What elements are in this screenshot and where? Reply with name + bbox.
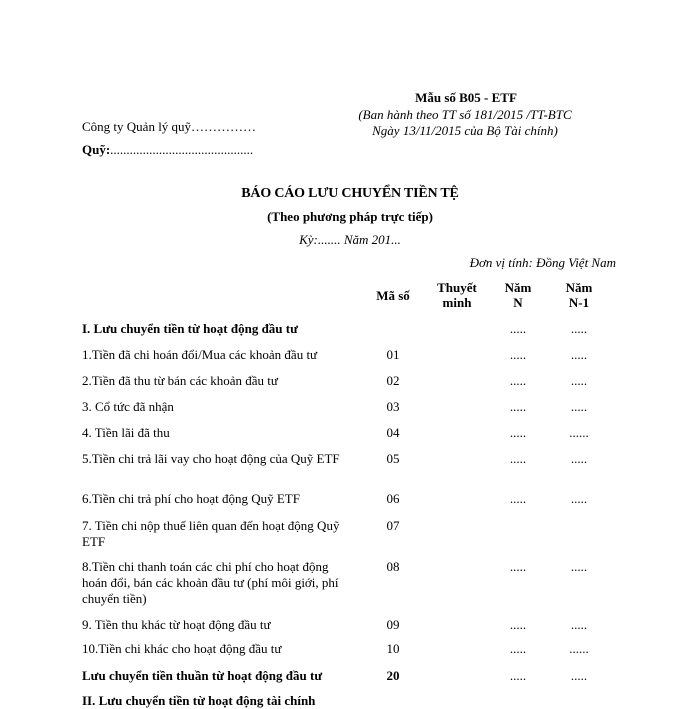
row-label: 10.Tiền chi khác cho hoạt động đầu tư <box>82 641 282 656</box>
report-title: BÁO CÁO LƯU CHUYỂN TIỀN TỆ <box>241 186 459 201</box>
row-value-year-n1: ..... <box>570 491 588 506</box>
row-value-year-n: ..... <box>509 668 527 683</box>
row-value-year-n: ..... <box>509 321 527 336</box>
report-period: Kỳ:....... Năm 201... <box>299 232 401 247</box>
row-value-year-n: ..... <box>509 491 527 506</box>
row-label: 7. Tiền chi nộp thuế liên quan đến hoạt động Quỹ ETF <box>82 518 340 549</box>
row-code: 08 <box>386 559 400 574</box>
row-label: 8.Tiền chi thanh toán các chi phí cho hoạt động hoán đổi, bán các khoản đầu tư (phí môi giới, phí chuyển tiền) <box>82 559 339 606</box>
row-code: 03 <box>386 399 400 414</box>
column-header-year-n-line-1: Năm <box>504 280 532 295</box>
row-code: 06 <box>386 491 400 506</box>
column-header-year-n1-line-2: N-1 <box>568 295 590 310</box>
column-header-year-n1-line-1: Năm <box>565 280 593 295</box>
row-value-year-n1: ..... <box>570 373 588 388</box>
row-value-year-n1: ..... <box>570 559 588 574</box>
row-value-year-n: ..... <box>509 559 527 574</box>
column-header-note-line-2: minh <box>442 295 472 310</box>
row-code: 09 <box>386 617 400 632</box>
row-label: 6.Tiền chi trả phí cho hoạt động Quỹ ETF <box>82 491 300 506</box>
row-code: 01 <box>386 347 400 362</box>
row-label: 9. Tiền thu khác từ hoạt động đầu tư <box>82 617 271 632</box>
row-label: I. Lưu chuyển tiền từ hoạt động đầu tư <box>82 321 298 336</box>
row-value-year-n1: ..... <box>570 399 588 414</box>
row-code: 10 <box>386 641 400 656</box>
column-header-year-n-line-2: N <box>513 295 523 310</box>
row-label: Lưu chuyển tiền thuần từ hoạt động đầu tư <box>82 668 323 683</box>
decree-line-2: Ngày 13/11/2015 của Bộ Tài chính) <box>372 123 558 138</box>
column-header-code: Mã số <box>376 288 410 303</box>
row-code: 07 <box>386 518 400 533</box>
row-label: 4. Tiền lãi đã thu <box>82 425 170 440</box>
row-value-year-n: ..... <box>509 641 527 656</box>
report-subtitle: (Theo phương pháp trực tiếp) <box>267 209 433 224</box>
row-code: 02 <box>386 373 400 388</box>
row-value-year-n1: ..... <box>570 617 588 632</box>
row-code: 04 <box>386 425 400 440</box>
row-value-year-n: ..... <box>509 425 527 440</box>
row-value-year-n1: ..... <box>570 451 588 466</box>
row-value-year-n1: ..... <box>570 321 588 336</box>
row-code: 05 <box>386 451 400 466</box>
row-value-year-n: ..... <box>509 347 527 362</box>
fund-dots: ............................................ <box>110 142 254 157</box>
decree-reference <box>340 107 590 139</box>
row-value-year-n1: ...... <box>569 641 589 656</box>
company-name: Công ty Quản lý quỹ…………… <box>82 119 257 134</box>
fund-name <box>82 142 253 158</box>
row-label: 1.Tiền đã chi hoán đổi/Mua các khoản đầu tư <box>82 347 318 362</box>
column-header-note-line-1: Thuyết <box>437 280 477 295</box>
row-value-year-n1: ...... <box>569 425 589 440</box>
row-value-year-n1: ..... <box>570 347 588 362</box>
row-code: 20 <box>386 668 400 683</box>
row-value-year-n: ..... <box>509 617 527 632</box>
decree-line-1: (Ban hành theo TT số 181/2015 /TT-BTC <box>358 107 572 122</box>
row-value-year-n: ..... <box>509 373 527 388</box>
row-label: II. Lưu chuyển tiền từ hoạt động tài chính <box>82 693 316 708</box>
row-value-year-n1: ..... <box>570 668 588 683</box>
currency-unit: Đơn vị tính: Đồng Việt Nam <box>469 255 616 270</box>
fund-label: Quỹ: <box>82 142 111 157</box>
row-label: 3. Cổ tức đã nhận <box>82 399 174 414</box>
column-header-year-n1 <box>555 280 603 310</box>
row-label: 2.Tiền đã thu từ bán các khoản đầu tư <box>82 373 278 388</box>
form-code: Mẫu số B05 - ETF <box>415 90 517 105</box>
column-header-note <box>428 280 486 310</box>
row-value-year-n: ..... <box>509 399 527 414</box>
row-value-year-n: ..... <box>509 451 527 466</box>
column-header-year-n <box>494 280 542 310</box>
row-label: 5.Tiền chi trả lãi vay cho hoạt động của Quỹ ETF <box>82 451 340 466</box>
